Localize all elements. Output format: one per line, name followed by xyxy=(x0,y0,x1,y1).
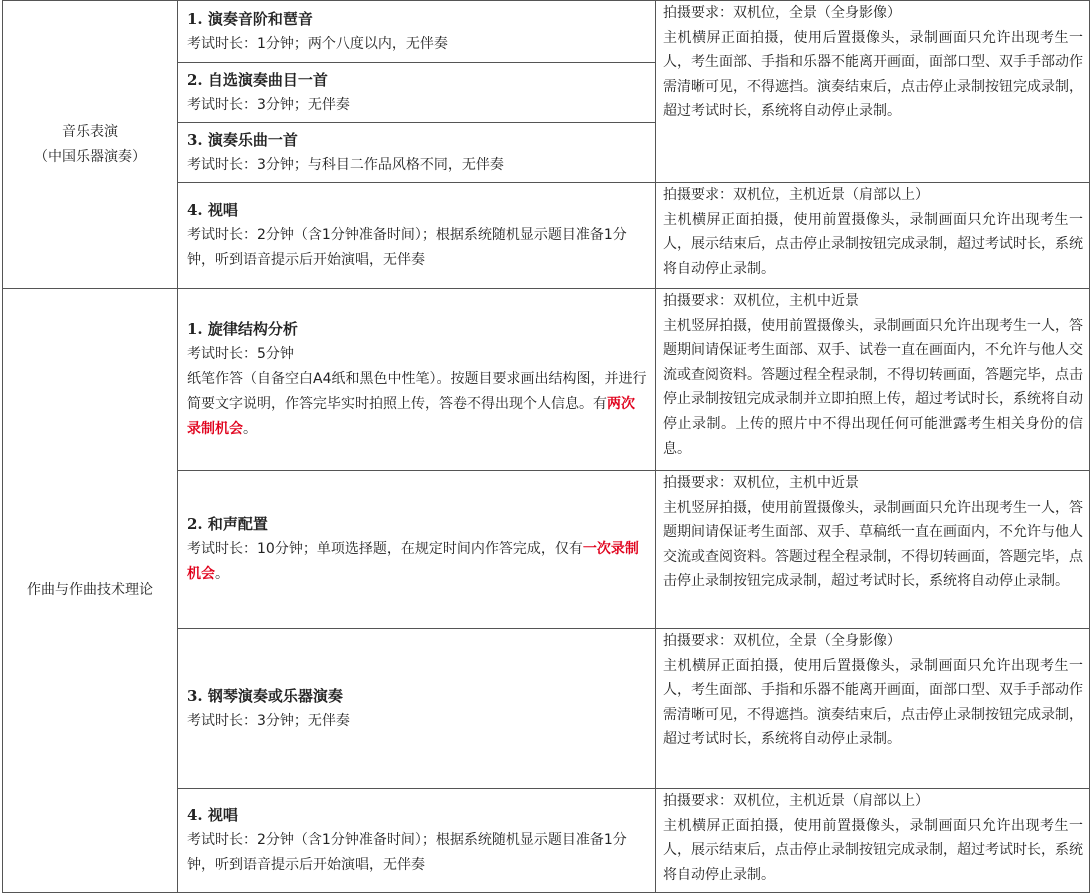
requirement-head: 拍摄要求：双机位，全景（全身影像） xyxy=(663,5,901,21)
category-label: 音乐表演 xyxy=(62,123,118,140)
requirement-cell xyxy=(656,471,1090,629)
item-desc: 考试时长：10分钟；单项选择题，在规定时间内作答完成，仅有一次录制机会。 xyxy=(187,541,639,582)
requirement-cell xyxy=(656,629,1090,789)
item-title: 3. 演奏乐曲一首 xyxy=(187,130,298,149)
item-cell xyxy=(178,183,656,289)
item-cell xyxy=(178,629,656,789)
item-desc: 考试时长：2分钟（含1分钟准备时间）；根据系统随机显示题目准备1分钟，听到语音提示后开始演唱，无伴奏 xyxy=(187,832,627,873)
item-title: 4. 视唱 xyxy=(187,201,238,219)
item-cell xyxy=(178,63,656,123)
item-desc: 纸笔作答（自备空白A4纸和黑色中性笔）。按题目要求画出结构图，并进行简要文字说明，作答完毕实时拍照上传，答卷不得出现个人信息。有两次录制机会。 xyxy=(187,371,647,437)
requirement-cell xyxy=(656,289,1090,471)
category-label: 作曲与作曲技术理论 xyxy=(27,582,153,598)
item-title: 4. 视唱 xyxy=(187,806,238,824)
item-cell xyxy=(178,789,656,893)
requirement-cell xyxy=(656,1,1090,183)
table-row xyxy=(3,1,1090,63)
requirement-body: 主机横屏正面拍摄，使用后置摄像头，录制画面只允许出现考生一人，考生面部、手指和乐器不能离开画面，面部口型、双手手部动作需清晰可见，不得遮挡。演奏结束后，点击停止录制按钮完成录制，超过考试时长，系统将自动停止录制。 xyxy=(663,29,1083,120)
requirement-head: 拍摄要求：双机位，主机中近景 xyxy=(663,475,859,491)
exam-requirements-table xyxy=(2,0,1090,893)
item-cell xyxy=(178,123,656,183)
item-desc: 考试时长：3分钟；无伴奏 xyxy=(187,96,350,113)
item-cell xyxy=(178,289,656,471)
item-desc: 考试时长：3分钟；无伴奏 xyxy=(187,712,350,729)
requirement-head: 拍摄要求：双机位，主机近景（肩部以上） xyxy=(663,187,929,203)
item-cell xyxy=(178,471,656,629)
requirement-cell xyxy=(656,789,1090,893)
item-desc: 考试时长：1分钟；两个八度以内，无伴奏 xyxy=(187,35,448,52)
requirement-body: 主机横屏正面拍摄，使用前置摄像头，录制画面只允许出现考生一人，展示结束后，点击停止录制按钮完成录制，超过考试时长，系统将自动停止录制。 xyxy=(663,211,1083,277)
requirement-head: 拍摄要求：双机位，主机中近景 xyxy=(663,293,859,309)
requirement-body: 主机横屏正面拍摄，使用后置摄像头，录制画面只允许出现考生一人，考生面部、手指和乐器不能离开画面，面部口型、双手手部动作需清晰可见，不得遮挡。演奏结束后，点击停止录制按钮完成录制，超过考试时长，系统将自动停止录制。 xyxy=(663,657,1083,748)
requirement-body: 主机竖屏拍摄，使用前置摄像头，录制画面只允许出现考生一人，答题期间请保证考生面部、双手、草稿纸一直在画面内，不允许与他人交流或查阅资料。答题过程全程录制，不得切转画面，答题完毕，点击停止录制按钮完成录制，超过考试时长，系统将自动停止录制。 xyxy=(663,499,1083,590)
category-cell xyxy=(3,1,178,289)
item-desc: 考试时长：5分钟 xyxy=(187,346,294,362)
highlight-text: 一次录制机会 xyxy=(187,541,639,582)
highlight-text: 两次录制机会 xyxy=(187,396,635,437)
category-sublabel: （中国乐器演奏） xyxy=(34,148,146,165)
requirement-body: 主机横屏正面拍摄，使用前置摄像头，录制画面只允许出现考生一人，展示结束后，点击停止录制按钮完成录制，超过考试时长，系统将自动停止录制。 xyxy=(663,817,1083,883)
item-desc: 考试时长：3分钟；与科目二作品风格不同，无伴奏 xyxy=(187,156,504,173)
category-cell xyxy=(3,289,178,893)
item-title: 2. 和声配置 xyxy=(187,515,268,533)
item-title: 1. 旋律结构分析 xyxy=(187,320,298,338)
requirement-head: 拍摄要求：双机位，全景（全身影像） xyxy=(663,633,901,649)
requirement-cell xyxy=(656,183,1090,289)
requirement-head: 拍摄要求：双机位，主机近景（肩部以上） xyxy=(663,793,929,809)
item-title: 3. 钢琴演奏或乐器演奏 xyxy=(187,686,343,705)
item-cell xyxy=(178,1,656,63)
item-desc: 考试时长：2分钟（含1分钟准备时间）；根据系统随机显示题目准备1分钟，听到语音提示后开始演唱，无伴奏 xyxy=(187,227,627,268)
table-row xyxy=(3,289,1090,471)
item-title: 1. 演奏音阶和琶音 xyxy=(187,9,313,28)
requirement-body: 主机竖屏拍摄，使用前置摄像头，录制画面只允许出现考生一人，答题期间请保证考生面部、双手、试卷一直在画面内，不允许与他人交流或查阅资料。答题过程全程录制，不得切转画面，答题完毕，点击停止录制按钮完成录制并立即拍照上传，超过考试时长，系统将自动停止录制。上传的照片中不得出现任何可能泄露考生相关身份的信息。 xyxy=(663,317,1083,457)
item-title: 2. 自选演奏曲目一首 xyxy=(187,70,328,89)
